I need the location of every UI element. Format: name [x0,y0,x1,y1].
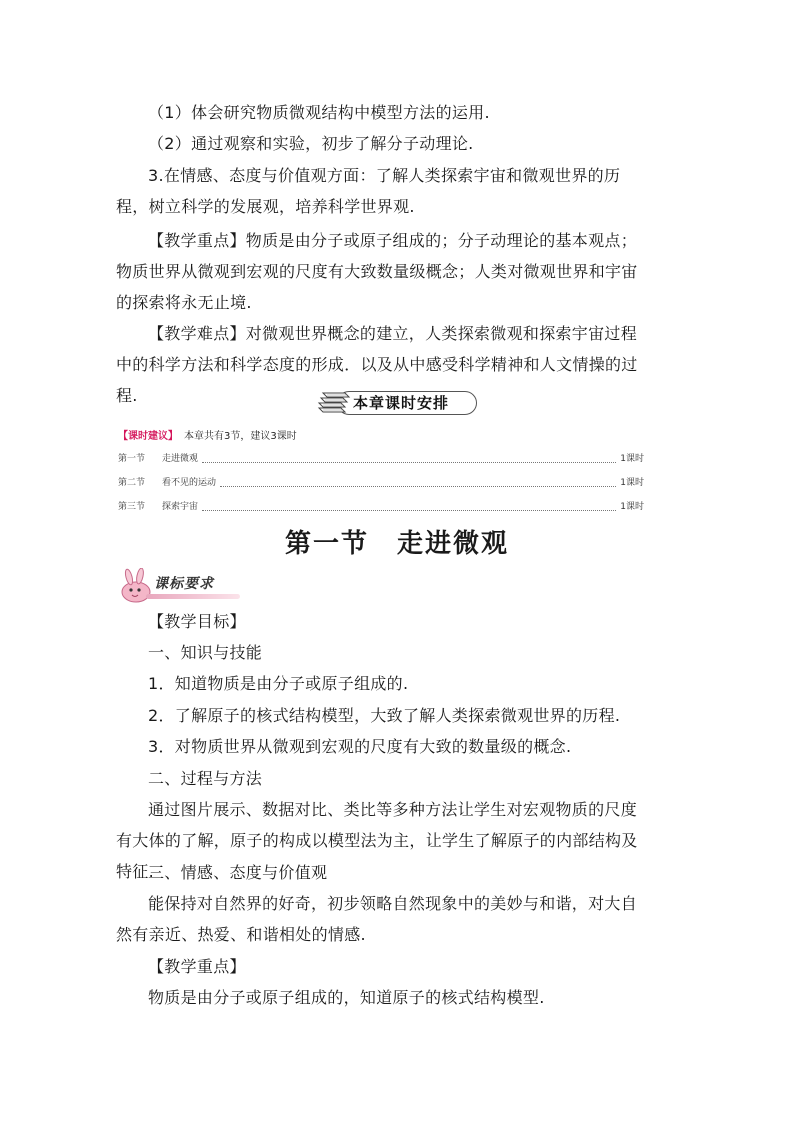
heading-knowledge: 一、知识与技能 [148,643,263,662]
schedule-section: 第三节 [118,502,146,512]
schedule-tag: 【课时建议】 [118,431,178,442]
schedule-section: 第一节 [118,454,146,464]
heading-process: 二、过程与方法 [148,769,263,788]
schedule-note [118,430,297,444]
schedule-hours: 1课时 [620,478,644,488]
standards-banner [116,568,240,604]
standards-banner-label: 课标要求 [154,576,214,592]
schedule-row [118,452,644,466]
process-text: 通过图片展示、数据对比、类比等多种方法让学生对宏观物质的尺度有大体的了解，原子的构成以模型法为主，让学生了解原子的内部结构及特征. [116,800,638,881]
schedule-name: 走进微观 [162,454,199,464]
schedule-name: 探索宇宙 [162,502,199,512]
books-icon [315,388,355,416]
objective-3: 3.在情感、态度与价值观方面：了解人类探索宇宙和微观世界的历程，树立科学的发展观，培养科学世界观. [116,166,621,216]
schedule-banner [315,388,479,416]
key-points: 【教学重点】物质是由分子或原子组成的；分子动理论的基本观点；物质世界从微观到宏观的尺度有大致数量级概念；人类对微观世界和宇宙的探索将永无止境. [116,231,638,312]
knowledge-2: 2．了解原子的核式结构模型，大致了解人类探索微观世界的历程. [148,706,621,725]
schedule-note-text: 本章共有3节，建议3课时 [184,431,297,442]
knowledge-1: 1．知道物质是由分子或原子组成的. [148,674,409,693]
leader-dots [220,479,616,487]
section-number: 第一节 [284,529,369,559]
schedule-hours: 1课时 [620,502,644,512]
schedule-section: 第二节 [118,478,146,488]
banner-underline [146,594,240,599]
section-name: 走进微观 [397,529,510,559]
goals-heading: 【教学目标】 [148,612,246,631]
objective-1: （1）体会研究物质微观结构中模型方法的运用. [148,103,490,122]
objective-2: （2）通过观察和实验，初步了解分子动理论. [148,134,474,153]
knowledge-3: 3．对物质世界从微观到宏观的尺度有大致的数量级的概念. [148,737,572,756]
key-heading: 【教学重点】 [148,957,246,976]
schedule-row [118,500,644,514]
section-title [0,524,794,564]
heading-attitude: 三、情感、态度与价值观 [148,863,328,882]
schedule-name: 看不见的运动 [162,478,217,488]
schedule-row [118,476,644,490]
schedule-banner-label: 本章课时安排 [353,394,450,412]
leader-dots [202,455,616,463]
leader-dots [202,503,616,511]
schedule-hours: 1课时 [620,454,644,464]
key-text: 物质是由分子或原子组成的，知道原子的核式结构模型. [148,988,545,1007]
difficult-points: 【教学难点】对微观世界概念的建立，人类探索微观和探索宇宙过程中的科学方法和科学态度的形成．以及从中感受科学精神和人文情操的过程. [116,324,638,405]
attitude-text: 能保持对自然界的好奇，初步领略自然现象中的美妙与和谐，对大自然有亲近、热爱、和谐相处的情感. [116,894,638,944]
